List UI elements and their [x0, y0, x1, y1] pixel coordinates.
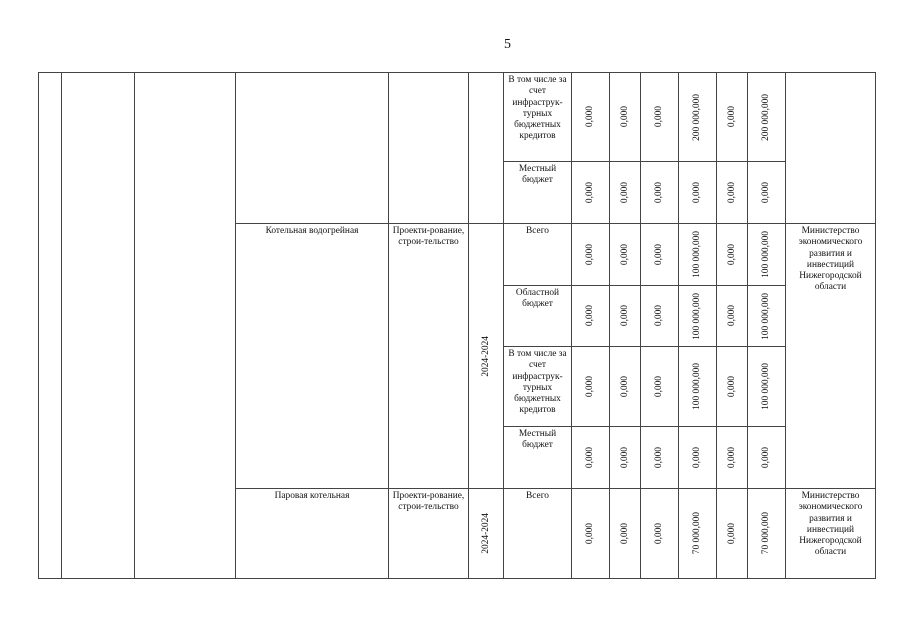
responsible-ministry: Министерство экономического развития и инвестиций Нижегородской области: [786, 224, 876, 489]
value-cell: 0,000: [585, 522, 596, 545]
value-cell: 0,000: [654, 106, 665, 128]
value-cell: 100 000,000: [691, 231, 702, 278]
value-cell: 0,000: [654, 446, 665, 469]
value-cell: 0,000: [585, 305, 596, 327]
work-type: Проекти-рование, строи-тельство: [389, 489, 469, 579]
cell-col-1: [39, 73, 62, 579]
value-cell: 0,000: [726, 181, 737, 204]
funding-source: Областной бюджет: [504, 286, 572, 347]
value-cell: 0,000: [654, 243, 665, 266]
value-cell: 0,000: [619, 522, 630, 545]
cell-col-3: [135, 73, 236, 579]
value-cell: 0,000: [619, 446, 630, 469]
period-cell: [469, 73, 504, 224]
funding-source: В том числе за счет инфраструк-турных бюджетных кредитов: [504, 73, 572, 162]
value-cell: 100 000,000: [761, 363, 772, 410]
page-number: 5: [504, 37, 511, 52]
value-cell: 0,000: [619, 181, 630, 204]
value-cell: 0,000: [654, 522, 665, 545]
value-cell: 0,000: [654, 305, 665, 327]
value-cell: 0,000: [726, 522, 737, 545]
value-cell: 0,000: [654, 375, 665, 398]
value-cell: 0,000: [619, 375, 630, 398]
cell-col-2: [62, 73, 135, 579]
object-name: Паровая котельная: [236, 489, 389, 579]
value-cell: 0,000: [585, 446, 596, 469]
budget-table: [38, 72, 876, 579]
value-cell: 100 000,000: [692, 363, 703, 410]
value-cell: 0,000: [726, 106, 737, 128]
value-cell: 0,000: [761, 446, 772, 469]
work-type-cell: [389, 73, 469, 224]
value-cell: 0,000: [726, 243, 737, 266]
value-cell: 70 000,000: [761, 512, 772, 555]
funding-source: Всего: [504, 489, 572, 579]
responsible-ministry: Министерство экономического развития и инвестиций Нижегородской области: [786, 489, 876, 579]
value-cell: 0,000: [726, 375, 737, 398]
value-cell: 0,000: [619, 305, 630, 327]
value-cell: 0,000: [692, 181, 703, 204]
object-name-cell: [236, 73, 389, 224]
period: 2024-2024: [480, 335, 491, 377]
value-cell: 70 000,000: [692, 512, 703, 555]
value-cell: 100 000,000: [760, 292, 771, 340]
value-cell: 0,000: [585, 181, 596, 204]
value-cell: 200 000,000: [761, 93, 772, 141]
value-cell: 100 000,000: [760, 231, 771, 278]
object-name: Котельная водогрейная: [236, 224, 389, 489]
value-cell: 0,000: [619, 243, 630, 266]
work-type: Проекти-рование, строи-тельство: [389, 224, 469, 489]
value-cell: 0,000: [585, 106, 596, 128]
value-cell: 0,000: [726, 446, 737, 469]
value-cell: 0,000: [585, 243, 596, 266]
value-cell: 0,000: [654, 181, 665, 204]
funding-source: Всего: [504, 224, 572, 286]
value-cell: 100 000,000: [691, 292, 702, 340]
responsible-cell: [786, 73, 876, 224]
value-cell: 0,000: [692, 446, 703, 469]
funding-source: Местный бюджет: [504, 162, 572, 224]
value-cell: 200 000,000: [692, 93, 703, 141]
funding-source: В том числе за счет инфраструк-турных бюджетных кредитов: [504, 347, 572, 427]
value-cell: 0,000: [619, 106, 630, 128]
value-cell: 0,000: [726, 305, 737, 327]
value-cell: 0,000: [585, 375, 596, 398]
value-cell: 0,000: [761, 181, 772, 204]
period: 2024-2024: [480, 513, 491, 554]
funding-source: Местный бюджет: [504, 427, 572, 489]
table-row: [39, 73, 876, 162]
